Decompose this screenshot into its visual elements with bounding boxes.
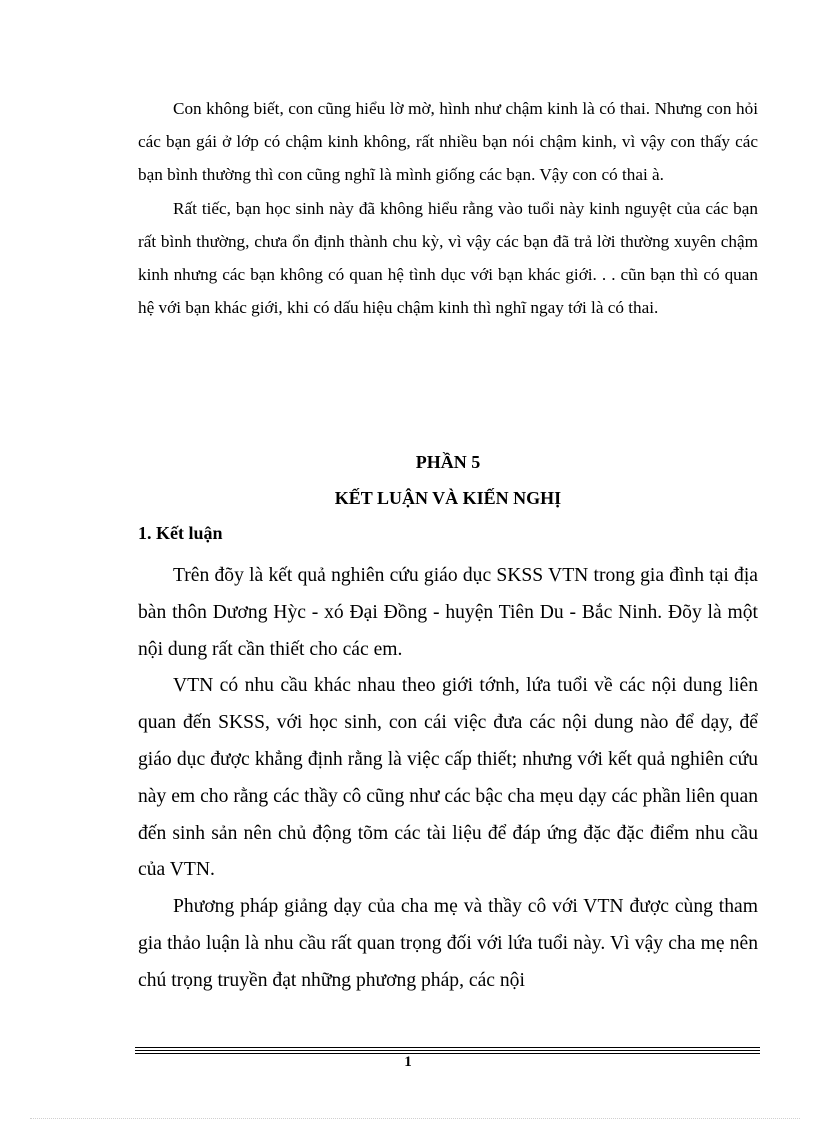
footer-rule-middle: [135, 1050, 760, 1051]
intro-paragraph-1: Con không biết, con cũng hiểu lờ mờ, hình như chậm kinh là có thai. Nhưng con hỏi các bạn gái ở lớp có chậm kinh không, rất nhiều bạn nói chậm kinh, vì vậy con thấy các bạn bình thường thì con cũng nghĩ là mình giống các bạn. Vậy con có thai à.: [138, 99, 758, 185]
conclusion-paragraph-2: VTN có nhu cầu khác nhau theo giới tớnh, lứa tuổi về các nội dung liên quan đến SKSS, với học sinh, con cái việc đưa các nội dung nào để dạy, để giáo dục được khẳng định rằng là việc cấp thiết; nhưng với kết quả nghiên cứu này em cho rằng các thầy cô cũng như các bậc cha mẹu dạy các phần liên quan đến sinh sản nên chủ động tõm các tài liệu để đáp ứng đặc đặc điểm nhu cầu của VTN.: [138, 675, 758, 881]
footer-rule-top: [135, 1047, 760, 1048]
conclusion-paragraph-3: Phương pháp giảng dạy của cha mẹ và thầy cô với VTN được cùng tham gia thảo luận là nhu cầu rất quan trọng đối với lứa tuổi này. Vì vậy cha mẹ nên chú trọng truyền đạt những phương pháp, các nội: [138, 896, 758, 991]
part-title: KẾT LUẬN VÀ KIẾN NGHỊ: [334, 488, 562, 508]
conclusion-paragraph-1: Trên đõy là kết quả nghiên cứu giáo dục SKSS VTN trong gia đình tại địa bàn thôn Dương Hỳc - xó Đại Đồng - huyện Tiên Du - Bắc Ninh. Đõy là một nội dung rất cần thiết cho các em.: [138, 565, 758, 660]
conclusion-text-block: [138, 558, 758, 1000]
subsection-title: 1. Kết luận: [138, 523, 223, 543]
page-number: 1: [404, 1054, 412, 1070]
page-bottom-divider: [30, 1118, 800, 1119]
intro-text-block: [138, 92, 758, 324]
part-label: PHẦN 5: [415, 452, 481, 472]
intro-paragraph-2: Rất tiếc, bạn học sinh này đã không hiểu rằng vào tuổi này kinh nguyệt của các bạn rất bình thường, chưa ổn định thành chu kỳ, vì vậy các bạn đã trả lời thường xuyên chậm kinh nhưng các bạn không có quan hệ tình dục với bạn khác giới. . . cũn bạn thì có quan hệ với bạn khác giới, khi có dấu hiệu chậm kinh thì nghĩ ngay tới là có thai.: [138, 198, 758, 318]
